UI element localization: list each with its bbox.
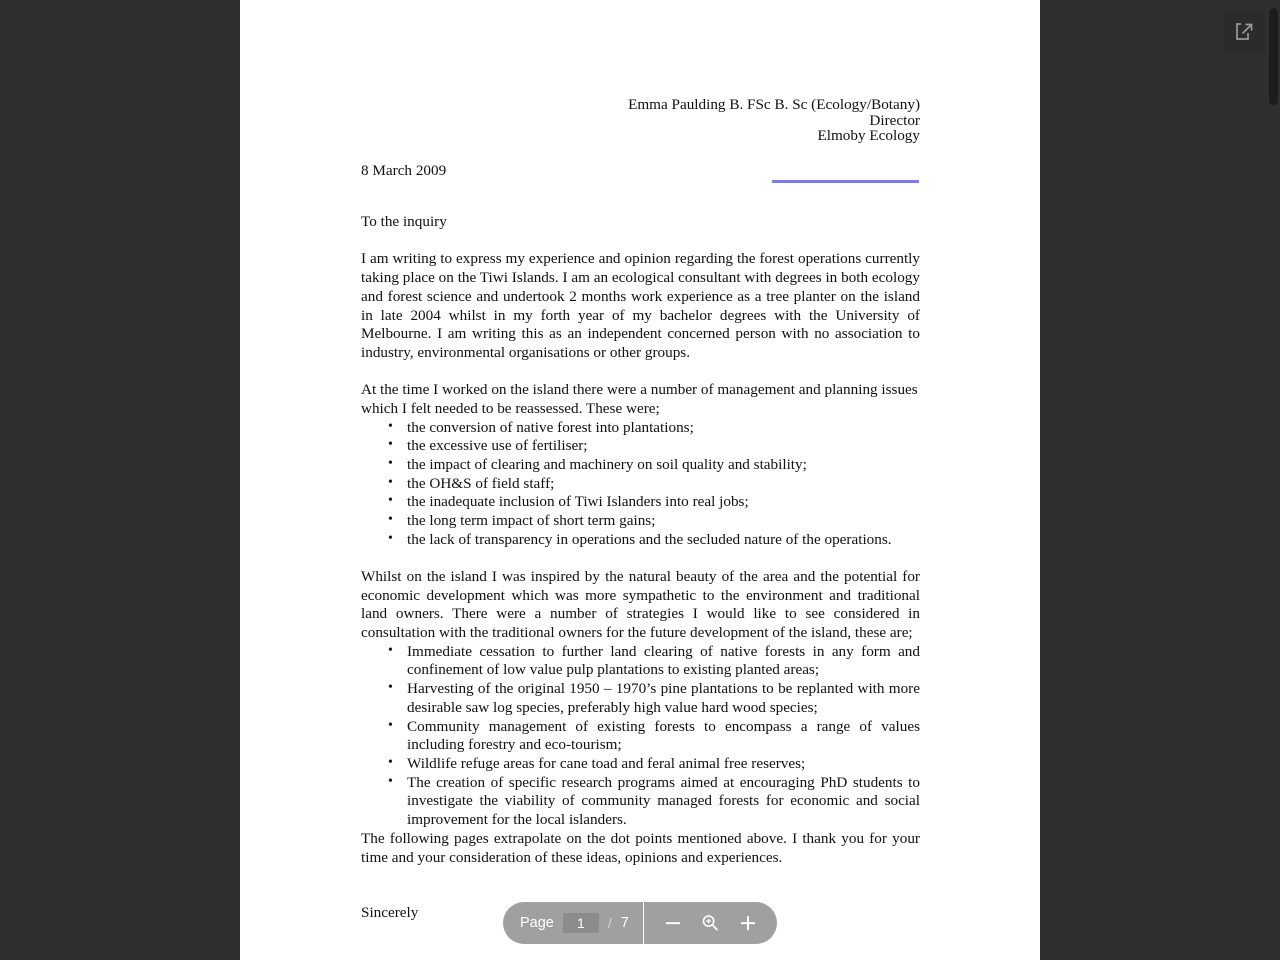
- paragraph-3: Whilst on the island I was inspired by the natural beauty of the area and the potential for economic development which was more sympathetic to the environment and traditional land owners. There were a number of strategies I would like to see considered in consultation with the traditional owners for the future development of the island, these are;: [361, 567, 920, 642]
- list-item: • Harvesting of the original 1950 – 1970’s pine plantations to be replanted with more desirable saw log species, preferably high value hard wood species;: [361, 680, 920, 717]
- letterhead-line-title: Director: [869, 111, 920, 129]
- list-item: • Immediate cessation to further land clearing of native forests in any form and confinement of low value pulp plantations to existing planted areas;: [361, 643, 920, 680]
- pdf-toolbar: [503, 902, 777, 944]
- list-item: • the inadequate inclusion of Tiwi Islanders into real jobs;: [361, 493, 920, 512]
- vertical-scrollbar-thumb[interactable]: [1269, 8, 1278, 105]
- paragraph-2: At the time I worked on the island there were a number of management and planning issues which I felt needed to be reassessed. These were;: [361, 381, 918, 417]
- letterhead-line-company: Elmoby Ecology: [817, 127, 920, 144]
- zoom-in-button[interactable]: [733, 908, 763, 938]
- paragraph-1: I am writing to express my experience and opinion regarding the forest operations currently taking place on the Tiwi Islands. I am an ecological consultant with degrees in both ecology and forest science and undertook 2 months work experience as a tree planter on the island in late 2004 whilst in my forth year of my bachelor degrees with the University of Melbourne. I am writing this as an independent concerned person with no association to industry, environmental organisations or other groups.: [361, 250, 920, 361]
- issues-list: [361, 419, 920, 550]
- open-in-new-window-icon: [1234, 21, 1255, 42]
- letter-salutation: To the inquiry: [361, 213, 447, 231]
- page-navigation-group: [503, 902, 629, 944]
- list-item: • the OH&S of field staff;: [361, 475, 920, 494]
- open-in-new-window-button[interactable]: [1223, 10, 1265, 52]
- strategies-list: [361, 643, 920, 830]
- pdf-page: [240, 0, 1040, 960]
- list-item: • Community management of existing forests to encompass a range of values including forestry and eco-tourism;: [361, 718, 920, 755]
- list-item: • The creation of specific research programs aimed at encouraging PhD students to investigate the viability of community managed forests for economic and social improvement for the local islanders.: [361, 774, 920, 830]
- zoom-reset-button[interactable]: [695, 908, 725, 938]
- list-item: • the long term impact of short term gains;: [361, 512, 920, 531]
- zoom-controls-group: [644, 902, 777, 944]
- page-separator: /: [607, 915, 612, 931]
- plus-icon: [737, 912, 759, 934]
- signature-rule: [772, 180, 919, 183]
- letterhead-line-name: Emma Paulding B. FSc B. Sc (Ecology/Botany): [628, 96, 920, 113]
- zoom-out-button[interactable]: [658, 908, 688, 938]
- list-item: • the lack of transparency in operations and the secluded nature of the operations.: [361, 531, 920, 550]
- list-item: • Wildlife refuge areas for cane toad and feral animal free reserves;: [361, 755, 920, 774]
- list-item: • the excessive use of fertiliser;: [361, 437, 920, 456]
- list-item: • the conversion of native forest into plantations;: [361, 419, 920, 438]
- document-body: [361, 0, 920, 923]
- zoom-in-magnifier-icon: [699, 912, 721, 934]
- letterhead: [361, 97, 920, 144]
- list-item: • the impact of clearing and machinery on soil quality and stability;: [361, 456, 920, 475]
- letter-closing: Sincerely: [361, 904, 419, 922]
- vertical-scrollbar-track[interactable]: [1265, 0, 1280, 960]
- page-number-input[interactable]: [563, 913, 599, 933]
- page-label: Page: [520, 915, 554, 931]
- minus-icon: [662, 912, 684, 934]
- letter-date: 8 March 2009: [361, 161, 447, 179]
- total-pages-label: 7: [620, 915, 629, 931]
- paragraph-4: The following pages extrapolate on the dot points mentioned above. I thank you for your time and your consideration of these ideas, opinions and experiences.: [361, 829, 920, 866]
